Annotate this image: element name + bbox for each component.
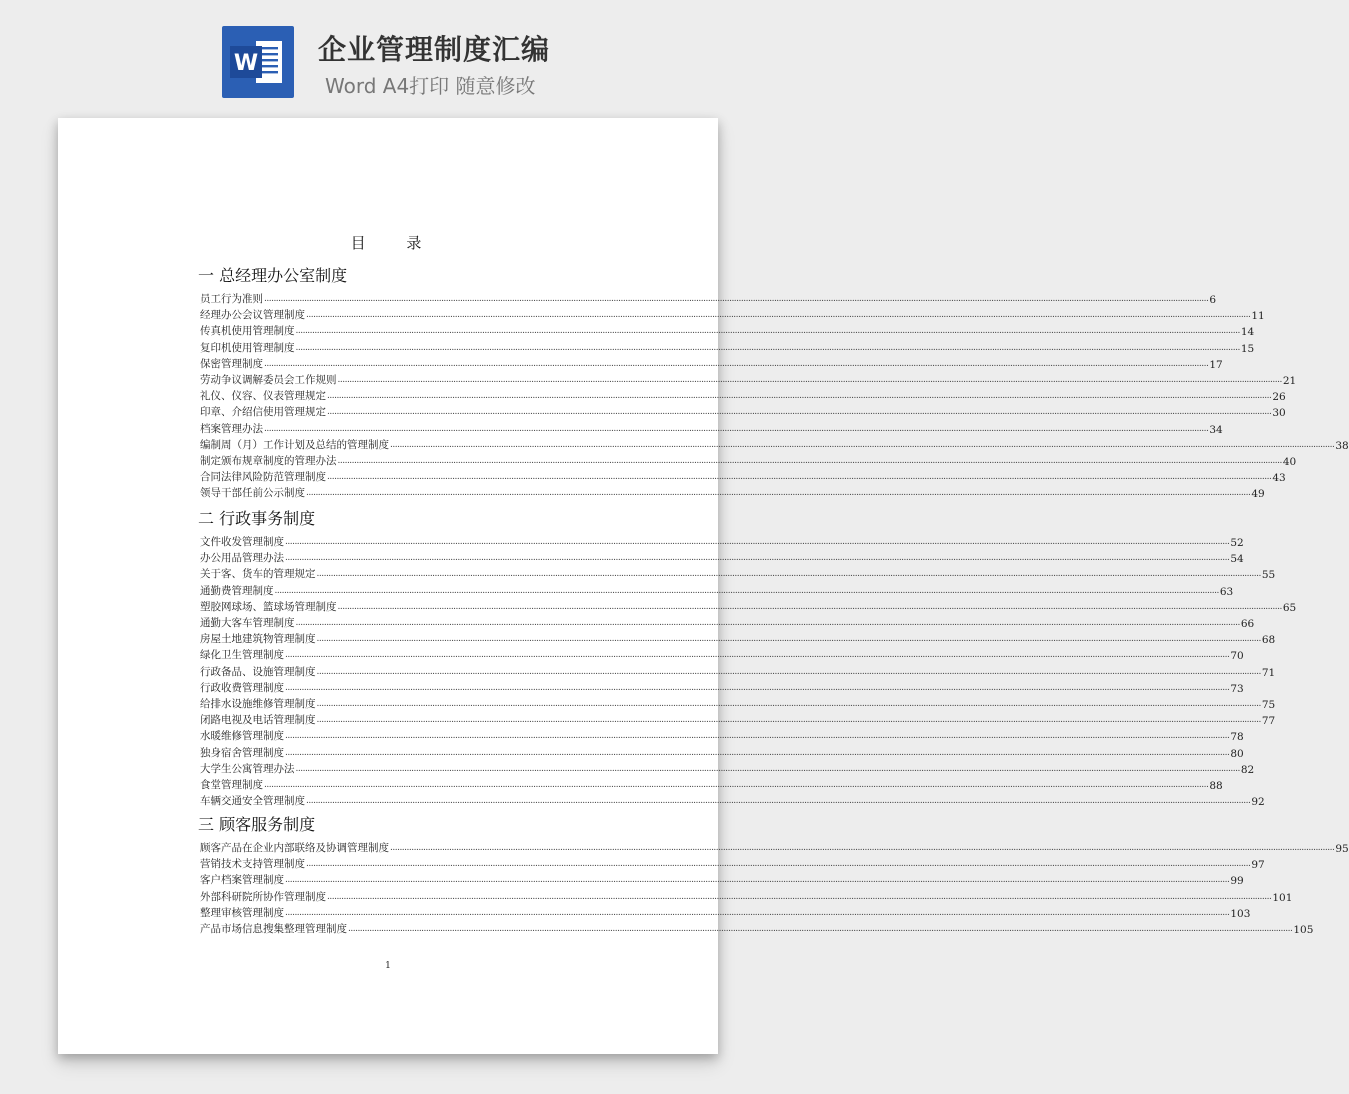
- toc-entry[interactable]: [200, 727, 1244, 744]
- toc-entry-page: 15: [1240, 342, 1255, 355]
- toc-entry-title: 绿化卫生管理制度: [200, 649, 284, 662]
- banner: [0, 0, 774, 118]
- toc-entry-title: 行政收费管理制度: [200, 681, 284, 694]
- toc-entry-page: 82: [1240, 763, 1255, 776]
- toc-entry[interactable]: [200, 888, 1293, 904]
- toc-entry[interactable]: [200, 679, 1244, 695]
- toc-entry-page: 14: [1240, 326, 1255, 339]
- toc-leader-dots: ................................................................................................................................................................................................................................................................................................................................................................................................................: [337, 375, 1282, 385]
- toc-entry-title: 独身宿舍管理制度: [200, 746, 284, 759]
- toc-leader-dots: ................................................................................................................................................................................................................................................................................................................................................................................................................: [327, 391, 1272, 402]
- toc-entry[interactable]: [200, 533, 1244, 549]
- toc-leader-dots: ................................................................................................................................................................................................................................................................................................................................................................................................................: [285, 553, 1230, 564]
- toc-leader-dots: ................................................................................................................................................................................................................................................................................................................................................................................................................: [264, 294, 1209, 304]
- page-number: 1: [385, 961, 391, 971]
- toc-entry-title: 车辆交通安全管理制度: [200, 795, 305, 808]
- toc-entry-title: 员工行为准则: [200, 293, 263, 305]
- toc-entry-title: 传真机使用管理制度: [200, 325, 295, 338]
- toc-entry-page: 63: [1219, 585, 1234, 598]
- toc-leader-dots: ................................................................................................................................................................................................................................................................................................................................................................................................................: [295, 618, 1240, 628]
- toc-entry-title: 食堂管理制度: [200, 779, 263, 791]
- toc-entry-title: 礼仪、仪容、仪表管理规定: [200, 390, 326, 403]
- toc-entry-page: 17: [1209, 358, 1223, 371]
- toc-entry-page: 40: [1282, 456, 1297, 468]
- toc-entry[interactable]: [200, 371, 1297, 387]
- toc-entry-page: 95: [1335, 843, 1349, 855]
- toc-leader-dots: ................................................................................................................................................................................................................................................................................................................................................................................................................: [264, 780, 1209, 790]
- toc-leader-dots: ................................................................................................................................................................................................................................................................................................................................................................................................................: [390, 843, 1335, 853]
- toc-entry[interactable]: [200, 322, 1255, 339]
- document-page: [58, 118, 1349, 1054]
- toc-entry-title: 复印机使用管理制度: [200, 341, 295, 354]
- toc-entry-title: 行政备品、设施管理制度: [200, 665, 316, 678]
- toc-entry[interactable]: [200, 484, 1265, 501]
- toc-entry-page: 77: [1261, 715, 1276, 728]
- toc-entry[interactable]: [200, 598, 1297, 614]
- toc-entry-page: 66: [1240, 618, 1255, 630]
- word-icon-letter: W: [233, 51, 259, 76]
- toc-entry-page: 30: [1272, 407, 1286, 420]
- toc-entry-title: 劳动争议调解委员会工作规则: [200, 374, 337, 386]
- toc-entry[interactable]: [200, 355, 1223, 371]
- toc-entry[interactable]: [200, 855, 1265, 872]
- toc-entry-page: 78: [1230, 731, 1244, 744]
- toc-entry-page: 34: [1209, 423, 1223, 436]
- toc-entry-page: 6: [1209, 294, 1217, 306]
- toc-entry-title: 产品市场信息搜集整理管理制度: [200, 923, 347, 935]
- toc-leader-dots: ................................................................................................................................................................................................................................................................................................................................................................................................................: [285, 682, 1230, 693]
- toc-leader-dots: ................................................................................................................................................................................................................................................................................................................................................................................................................: [316, 634, 1261, 645]
- toc-entry[interactable]: [200, 614, 1255, 630]
- toc-leader-dots: ................................................................................................................................................................................................................................................................................................................................................................................................................: [327, 472, 1272, 483]
- toc-entry-title: 通勤大客车管理制度: [200, 617, 295, 629]
- toc-entry-page: 105: [1293, 924, 1314, 936]
- toc-leader-dots: ................................................................................................................................................................................................................................................................................................................................................................................................................: [306, 310, 1251, 321]
- toc-entry[interactable]: [200, 468, 1286, 485]
- toc-entry-title: 印章、介绍信使用管理规定: [200, 406, 326, 419]
- toc-leader-dots: ................................................................................................................................................................................................................................................................................................................................................................................................................: [285, 537, 1230, 547]
- toc-leader-dots: ................................................................................................................................................................................................................................................................................................................................................................................................................: [264, 423, 1209, 434]
- toc-entry[interactable]: [200, 452, 1297, 468]
- toc-leader-dots: ................................................................................................................................................................................................................................................................................................................................................................................................................: [295, 342, 1240, 353]
- toc-entry-title: 水暖维修管理制度: [200, 730, 284, 743]
- toc-entry[interactable]: [200, 290, 1217, 306]
- toc-leader-dots: ................................................................................................................................................................................................................................................................................................................................................................................................................: [316, 699, 1261, 709]
- toc-entry-page: 103: [1230, 907, 1251, 920]
- banner-subtitle: Word A4打印 随意修改: [325, 74, 536, 98]
- toc-entry[interactable]: [200, 403, 1286, 420]
- toc-entry-page: 26: [1272, 391, 1286, 404]
- toc-entry-page: 97: [1251, 859, 1265, 872]
- toc-entry-title: 文件收发管理制度: [200, 536, 284, 548]
- toc-entry-page: 49: [1251, 488, 1265, 501]
- word-document-icon: [222, 26, 294, 98]
- toc-entry[interactable]: [200, 920, 1314, 936]
- toc-entry[interactable]: [200, 744, 1244, 760]
- toc-entry[interactable]: [200, 306, 1265, 323]
- toc-entry[interactable]: [200, 792, 1265, 809]
- toc-entry[interactable]: [200, 339, 1255, 355]
- toc-leader-dots: ................................................................................................................................................................................................................................................................................................................................................................................................................: [306, 488, 1251, 499]
- toc-entry-page: 92: [1251, 796, 1265, 809]
- toc-entry[interactable]: [200, 387, 1286, 404]
- toc-entry-title: 制定颁布规章制度的管理办法: [200, 455, 337, 467]
- toc-entry-page: 68: [1261, 634, 1276, 647]
- toc-entry-title: 关于客、货车的管理规定: [200, 568, 316, 581]
- toc-leader-dots: ................................................................................................................................................................................................................................................................................................................................................................................................................: [285, 731, 1230, 742]
- toc-entry-page: 21: [1282, 375, 1297, 387]
- section-title: 三 顾客服务制度: [198, 815, 316, 834]
- toc-entry[interactable]: [200, 549, 1244, 566]
- toc-entry-page: 71: [1261, 666, 1276, 679]
- toc-leader-dots: ................................................................................................................................................................................................................................................................................................................................................................................................................: [285, 650, 1230, 661]
- toc-entry-page: 101: [1272, 891, 1293, 904]
- toc-entry-page: 11: [1251, 310, 1265, 323]
- toc-entry-title: 整理审核管理制度: [200, 906, 284, 919]
- toc-entry-page: 43: [1272, 472, 1286, 485]
- toc-entry[interactable]: [200, 695, 1276, 711]
- toc-entry-title: 营销技术支持管理制度: [200, 858, 305, 871]
- toc-leader-dots: ................................................................................................................................................................................................................................................................................................................................................................................................................: [295, 763, 1240, 774]
- toc-leader-dots: ................................................................................................................................................................................................................................................................................................................................................................................................................: [295, 326, 1240, 337]
- toc-leader-dots: ................................................................................................................................................................................................................................................................................................................................................................................................................: [348, 924, 1293, 934]
- toc-entry[interactable]: [200, 630, 1276, 647]
- toc-leader-dots: ................................................................................................................................................................................................................................................................................................................................................................................................................: [337, 456, 1282, 466]
- toc-entry-title: 办公用品管理办法: [200, 552, 284, 565]
- toc-entry-title: 闭路电视及电话管理制度: [200, 714, 316, 727]
- toc-leader-dots: ................................................................................................................................................................................................................................................................................................................................................................................................................: [390, 439, 1335, 450]
- toc-entry-page: 70: [1230, 650, 1244, 663]
- toc-leader-dots: ................................................................................................................................................................................................................................................................................................................................................................................................................: [306, 859, 1251, 870]
- toc-entry[interactable]: [200, 646, 1244, 663]
- toc-entry-page: 55: [1261, 569, 1276, 582]
- toc-entry-page: 38: [1335, 439, 1349, 452]
- toc-entry-page: 99: [1230, 875, 1244, 888]
- toc-leader-dots: ................................................................................................................................................................................................................................................................................................................................................................................................................: [285, 907, 1230, 918]
- toc-leader-dots: ................................................................................................................................................................................................................................................................................................................................................................................................................: [327, 891, 1272, 902]
- toc-leader-dots: ................................................................................................................................................................................................................................................................................................................................................................................................................: [285, 747, 1230, 758]
- toc-entry-title: 给排水设施维修管理制度: [200, 698, 316, 710]
- toc-entry[interactable]: [200, 582, 1234, 598]
- toc-entry-title: 大学生公寓管理办法: [200, 762, 295, 775]
- toc-entry-title: 合同法律风险防范管理制度: [200, 471, 326, 484]
- toc-entry-title: 保密管理制度: [200, 357, 263, 370]
- toc-leader-dots: ................................................................................................................................................................................................................................................................................................................................................................................................................: [274, 585, 1219, 596]
- toc-entry[interactable]: [200, 839, 1349, 855]
- toc-entry-page: 75: [1261, 699, 1276, 711]
- toc-entry-page: 54: [1230, 553, 1244, 566]
- toc-entry[interactable]: [200, 420, 1223, 436]
- toc-leader-dots: ................................................................................................................................................................................................................................................................................................................................................................................................................: [264, 358, 1209, 369]
- toc-leader-dots: ................................................................................................................................................................................................................................................................................................................................................................................................................: [316, 569, 1261, 580]
- toc-leader-dots: ................................................................................................................................................................................................................................................................................................................................................................................................................: [316, 666, 1261, 677]
- section-title: 一 总经理办公室制度: [198, 266, 348, 285]
- toc-leader-dots: ................................................................................................................................................................................................................................................................................................................................................................................................................: [285, 875, 1230, 886]
- toc-leader-dots: ................................................................................................................................................................................................................................................................................................................................................................................................................: [306, 796, 1251, 807]
- toc-entry-title: 通勤费管理制度: [200, 584, 274, 597]
- toc-entry[interactable]: [200, 871, 1244, 888]
- toc-leader-dots: ................................................................................................................................................................................................................................................................................................................................................................................................................: [337, 601, 1282, 612]
- toc-entry[interactable]: [200, 436, 1349, 452]
- toc-entry-title: 房屋土地建筑物管理制度: [200, 633, 316, 646]
- toc-entry-title: 客户档案管理制度: [200, 874, 284, 887]
- toc-entry-page: 52: [1230, 537, 1244, 549]
- toc-entry-title: 编制周（月）工作计划及总结的管理制度: [200, 438, 389, 451]
- toc-leader-dots: ................................................................................................................................................................................................................................................................................................................................................................................................................: [327, 407, 1272, 418]
- toc-entry[interactable]: [200, 663, 1276, 679]
- toc-entry[interactable]: [200, 760, 1255, 776]
- toc-entry[interactable]: [200, 565, 1276, 582]
- toc-entry[interactable]: [200, 711, 1276, 728]
- toc-entry[interactable]: [200, 776, 1223, 792]
- toc-heading: 目 录: [350, 234, 440, 252]
- toc-entry-title: 塑胶网球场、篮球场管理制度: [200, 600, 337, 613]
- toc-entry[interactable]: [200, 904, 1251, 920]
- toc-entry-page: 65: [1282, 601, 1297, 614]
- toc-entry-page: 73: [1230, 682, 1244, 695]
- toc-leader-dots: ................................................................................................................................................................................................................................................................................................................................................................................................................: [316, 715, 1261, 726]
- section-title: 二 行政事务制度: [198, 509, 316, 528]
- toc-entry-title: 领导干部任前公示制度: [200, 487, 305, 500]
- toc-entry-page: 88: [1209, 780, 1223, 792]
- toc-entry-page: 80: [1230, 747, 1244, 760]
- toc-entry-title: 顾客产品在企业内部联络及协调管理制度: [200, 842, 389, 854]
- toc-entry-title: 外部科研院所协作管理制度: [200, 890, 326, 903]
- banner-title: 企业管理制度汇编: [318, 33, 551, 66]
- toc-entry-title: 档案管理办法: [200, 422, 263, 435]
- toc-entry-title: 经理办公会议管理制度: [200, 309, 305, 322]
